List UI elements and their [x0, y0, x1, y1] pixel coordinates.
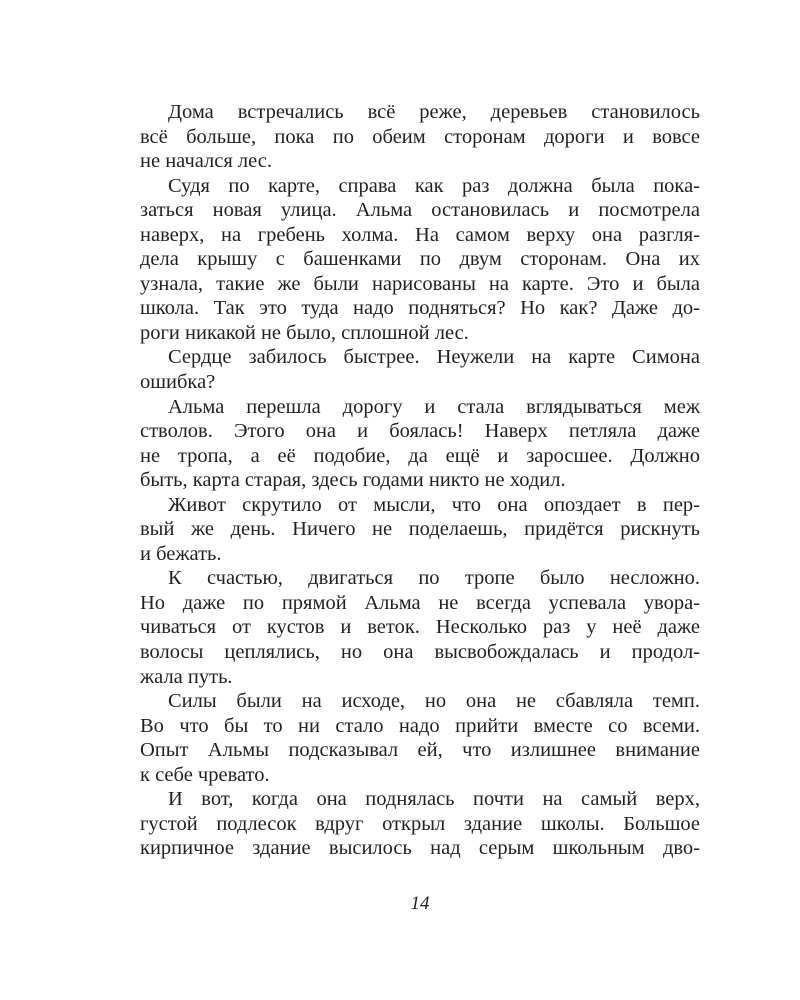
paragraph	[140, 787, 700, 861]
text-line: Альма перешла дорогу и стала вглядываться меж	[168, 395, 700, 418]
text-line: всё больше, пока по обеим сторонам дороги и вовсе	[140, 125, 700, 148]
paragraph	[140, 395, 700, 493]
text-line: Во что бы то ни стало надо прийти вместе со всеми.	[140, 714, 700, 737]
text-line: И вот, когда она поднялась почти на самый верх,	[168, 788, 700, 811]
text-line: Живот скрутило от мысли, что она опоздает в пер-	[168, 493, 700, 516]
text-line: ошибка?	[140, 371, 216, 394]
text-line: Силы были на исходе, но она не сбавляла темп.	[168, 690, 700, 713]
text-line: Судя по карте, справа как раз должна была пока-	[168, 174, 700, 197]
text-line: не тропа, а её подобие, да ещё и заросшее. Должно	[140, 444, 700, 467]
text-line: волосы цеплялись, но она высвобождалась и продол-	[140, 641, 700, 664]
text-line: К счастью, двигаться по тропе было несложно.	[168, 567, 700, 590]
text-line: Сердце забилось быстрее. Неужели на карте Симона	[168, 346, 700, 369]
paragraph	[140, 493, 700, 567]
text-line: чиваться от кустов и веток. Несколько раз у неё даже	[140, 616, 700, 639]
paragraph	[140, 566, 700, 689]
text-line: стволов. Этого она и боялась! Наверх петляла даже	[140, 420, 700, 443]
text-line: Дома встречались всё реже, деревьев становилось	[168, 101, 700, 123]
text-line: не начался лес.	[140, 150, 272, 173]
book-page-text	[140, 100, 700, 861]
text-line: школа. Так это туда надо подняться? Но как? Даже до-	[140, 297, 700, 320]
text-line: Опыт Альмы подсказывал ей, что излишнее внимание	[140, 739, 700, 762]
text-line: роги никакой не было, сплошной лес.	[140, 321, 469, 344]
text-line: узнала, такие же были нарисованы на карте. Это и была	[140, 272, 700, 295]
text-line: и бежать.	[140, 542, 222, 565]
page-number: 14	[410, 893, 430, 914]
text-line: кирпичное здание высилось над серым школьным дво-	[140, 837, 700, 860]
text-line: наверх, на гребень холма. На самом верху она разгля-	[140, 223, 700, 246]
text-line: жала путь.	[140, 665, 233, 688]
paragraph	[140, 345, 700, 394]
paragraph	[140, 689, 700, 787]
paragraph	[140, 174, 700, 346]
text-line: быть, карта старая, здесь годами никто не ходил.	[140, 469, 566, 492]
paragraph	[140, 100, 700, 174]
text-line: дела крышу с башенками по двум сторонам. Она их	[140, 248, 700, 271]
text-line: к себе чревато.	[140, 763, 270, 786]
text-line: густой подлесок вдруг открыл здание школы. Большое	[140, 812, 700, 835]
text-line: вый же день. Ничего не поделаешь, придётся рискнуть	[140, 518, 700, 541]
text-line: Но даже по прямой Альма не всегда успевала увора-	[140, 591, 700, 614]
text-line: заться новая улица. Альма остановилась и посмотрела	[140, 199, 700, 222]
